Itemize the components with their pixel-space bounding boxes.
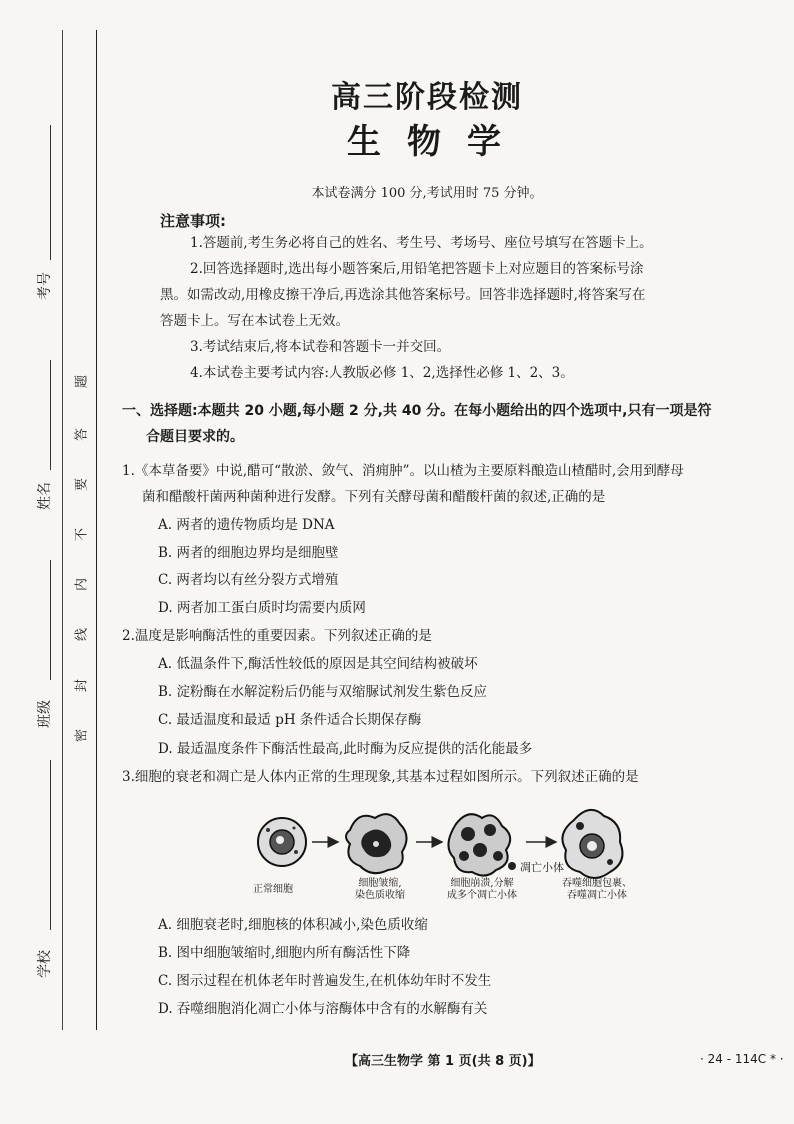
banji-blank: [50, 560, 51, 680]
caption-line: 成多个凋亡小体: [447, 890, 517, 901]
section-heading: [122, 398, 777, 450]
q1-option-d: D. 两者加工蛋白质时均需要内质网: [158, 600, 366, 616]
seal-char: 不: [74, 528, 90, 542]
caption-shrink: [342, 878, 418, 902]
exam-info: 本试卷满分 100 分,考试用时 75 分钟。: [311, 186, 543, 201]
notice-item: 4.本试卷主要考试内容:人教版必修 1、2,选择性必修 1、2、3。: [190, 365, 574, 381]
caption-fragment: [436, 878, 528, 902]
seal-char: 题: [74, 375, 90, 389]
kaohao-label: 考号: [37, 272, 53, 300]
xuexiao-blank: [50, 760, 51, 930]
caption-line: 细胞崩溃,分解: [450, 878, 514, 889]
question-2-stem: 2.温度是影响酶活性的重要因素。下列叙述正确的是: [122, 628, 432, 644]
notice-item: 1.答题前,考生务必将自己的姓名、考生号、考场号、座位号填写在答题卡上。: [190, 235, 653, 251]
q3-option-c: C. 图示过程在机体老年时普遍发生,在机体幼年时不发生: [158, 973, 492, 989]
notice-item: 答题卡上。写在本试卷上无效。: [160, 313, 349, 329]
q3-option-a: A. 细胞衰老时,细胞核的体积减小,染色质收缩: [158, 917, 428, 933]
apoptotic-body-label: 凋亡小体: [520, 861, 564, 874]
page-footer: 【高三生物学 第 1 页(共 8 页)】: [345, 1054, 541, 1069]
caption-line: 吞噬细胞包裹、: [562, 878, 632, 889]
notice-heading: 注意事项:: [160, 212, 226, 230]
q2-option-a: A. 低温条件下,酶活性较低的原因是其空间结构被破坏: [158, 656, 478, 672]
shrunken-cell-icon: [346, 814, 407, 873]
q2-option-d: D. 最适温度条件下酶活性最高,此时酶为反应提供的活化能最多: [158, 741, 533, 757]
exam-code: · 24 - 114C * ·: [700, 1052, 784, 1066]
xingming-blank: [50, 360, 51, 470]
section-line1: 一、选择题:本题共 20 小题,每小题 2 分,共 40 分。在每小题给出的四个选项中,只有一项是符: [122, 403, 712, 419]
caption-line: 细胞皱缩,: [358, 878, 402, 889]
q3-option-d: D. 吞噬细胞消化凋亡小体与溶酶体中含有的水解酶有关: [158, 1001, 488, 1017]
caption-phagocyte: [552, 878, 642, 902]
caption-line: 正常细胞: [253, 884, 293, 895]
seal-char: 密: [74, 729, 90, 743]
question-1-stem: [122, 458, 777, 510]
seal-char: 内: [74, 578, 90, 592]
margin-line-outer: [62, 30, 63, 1030]
seal-char: 线: [74, 628, 90, 642]
notice-item: 2.回答选择题时,选出每小题答案后,用铅笔把答题卡上对应题目的答案标号涂: [190, 261, 644, 277]
q2-option-c: C. 最适温度和最适 pH 条件适合长期保存酶: [158, 712, 422, 728]
q2-option-b: B. 淀粉酶在水解淀粉后仍能与双缩脲试剂发生紫色反应: [158, 684, 488, 700]
question-3-stem: 3.细胞的衰老和凋亡是人体内正常的生理现象,其基本过程如图所示。下列叙述正确的是: [122, 769, 639, 785]
apoptosis-figure: [250, 800, 650, 910]
stem-line: 菌和醋酸杆菌两种菌种进行发酵。下列有关酵母菌和醋酸杆菌的叙述,正确的是: [142, 489, 606, 505]
subject-title: 生物学: [347, 122, 527, 162]
stem-line: 1.《本草备要》中说,醋可“散淤、敛气、消痈肿”。以山楂为主要原料酿造山楂醋时,会用到酵母: [122, 463, 684, 479]
margin-line-inner: [96, 30, 97, 1030]
q1-option-b: B. 两者的细胞边界均是细胞壁: [158, 545, 339, 561]
banji-label: 班级: [37, 700, 53, 728]
xuexiao-label: 学校: [37, 950, 53, 978]
seal-char: 封: [74, 679, 90, 693]
caption-line: 吞噬凋亡小体: [567, 890, 627, 901]
caption-line: 染色质收缩: [355, 890, 405, 901]
seal-char: 答: [74, 428, 90, 442]
notice-item: 3.考试结束后,将本试卷和答题卡一并交回。: [190, 339, 451, 355]
fragmented-cell-icon: [448, 814, 516, 875]
section-line2: 合题目要求的。: [146, 429, 244, 445]
q1-option-a: A. 两者的遗传物质均是 DNA: [158, 517, 335, 533]
phagocyte-icon: [562, 810, 622, 878]
xingming-label: 姓名: [37, 482, 53, 510]
exam-title: 高三阶段检测: [331, 80, 523, 115]
normal-cell-icon: [258, 818, 306, 866]
apoptotic-body-icon: [508, 862, 516, 870]
q1-option-c: C. 两者均以有丝分裂方式增殖: [158, 572, 339, 588]
q3-option-b: B. 图中细胞皱缩时,细胞内所有酶活性下降: [158, 945, 411, 961]
seal-char: 要: [74, 478, 90, 492]
notice-item: 黑。如需改动,用橡皮擦干净后,再选涂其他答案标号。回答非选择题时,将答案写在: [160, 287, 646, 303]
caption-normal: [238, 884, 308, 896]
